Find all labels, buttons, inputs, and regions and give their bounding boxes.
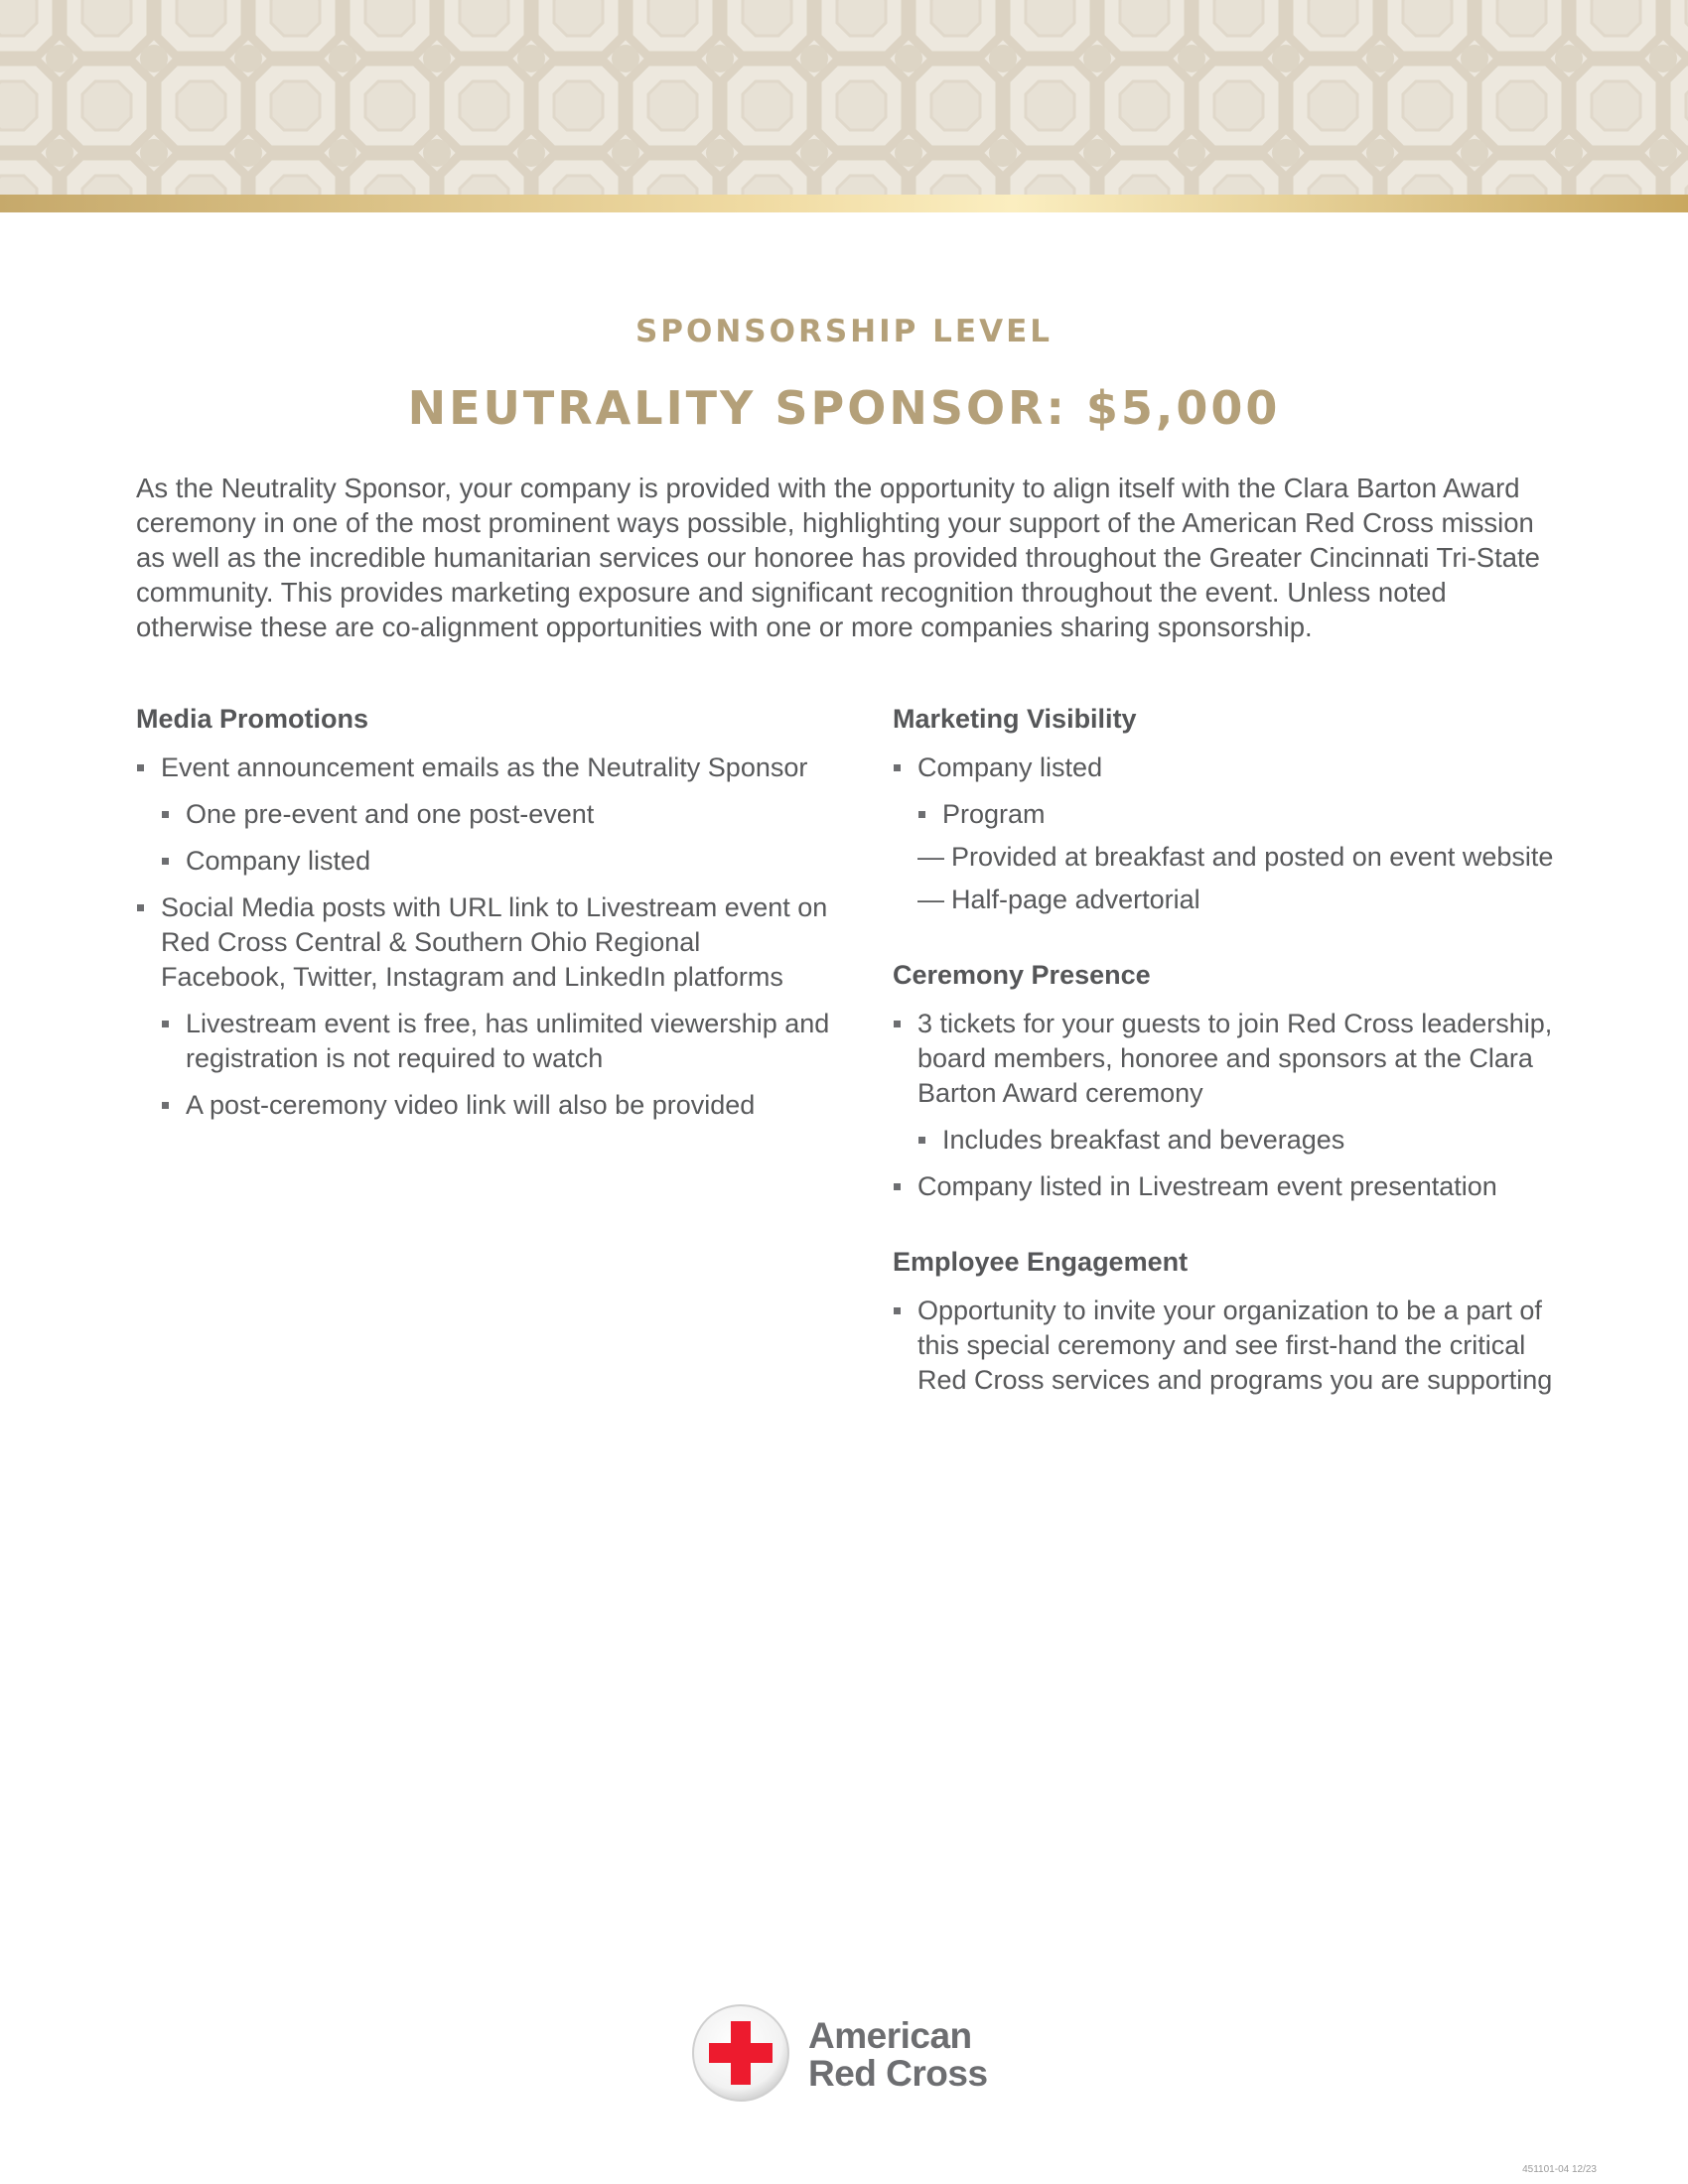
list-item: Social Media posts with URL link to Livestream event on Red Cross Central & Southern Ohio Regional Facebook, Twitter, Instagram and LinkedIn platforms (136, 890, 831, 995)
list-item: — Half-page advertorial (893, 883, 1558, 917)
media-promotions-section (136, 701, 831, 1123)
square-bullet-icon (918, 811, 925, 818)
list-item: Company listed in Livestream event presentation (893, 1169, 1558, 1204)
media-promotions-heading: Media Promotions (136, 704, 369, 734)
square-bullet-icon (162, 1021, 169, 1027)
square-bullet-icon (162, 858, 169, 865)
right-column (893, 701, 1558, 1437)
sponsor-level-title: NEUTRALITY SPONSOR: $5,000 (407, 381, 1281, 435)
list-item: Opportunity to invite your organization to be a part of this special ceremony and see first-hand the critical Red Cross services and programs you are supporting (893, 1294, 1558, 1398)
list-item: Company listed (893, 751, 1558, 785)
list-item: Program (893, 797, 1558, 832)
decorative-header-pattern (0, 0, 1688, 195)
logo-text-red-cross: Red Cross (808, 2053, 988, 2094)
dash-marker: — (917, 885, 944, 914)
ceremony-presence-heading: Ceremony Presence (893, 960, 1151, 990)
square-bullet-icon (918, 1137, 925, 1144)
dash-marker: — (917, 842, 944, 872)
list-item: Company listed (136, 844, 831, 879)
gold-divider-bar (0, 195, 1688, 212)
document-code: 451101-04 12/23 (1522, 2164, 1597, 2175)
square-bullet-icon (894, 1307, 901, 1314)
sponsorship-level-label: SPONSORSHIP LEVEL (634, 314, 1054, 349)
square-bullet-icon (162, 1102, 169, 1109)
square-bullet-icon (894, 1021, 901, 1027)
list-item: 3 tickets for your guests to join Red Cross leadership, board members, honoree and sponsors at the Clara Barton Award ceremony (893, 1007, 1558, 1111)
square-bullet-icon (137, 904, 144, 911)
red-cross-icon (689, 1999, 798, 2109)
marketing-visibility-heading: Marketing Visibility (893, 704, 1137, 734)
list-item: A post-ceremony video link will also be provided (136, 1088, 831, 1123)
intro-paragraph: As the Neutrality Sponsor, your company is provided with the opportunity to align itself with the Clara Barton Award ceremony in one of the most prominent ways possible, highlighting your support of the American Red Cross mission as well as the incredible humanitarian services our honoree has provided throughout the Greater Cincinnati Tri-State community. This provides marketing exposure and significant recognition throughout the event. Unless noted otherwise these are co-alignment opportunities with one or more companies sharing sponsorship. (136, 473, 1540, 642)
square-bullet-icon (894, 1183, 901, 1190)
american-red-cross-logo (689, 1999, 1017, 2109)
list-item: Livestream event is free, has unlimited viewership and registration is not required to watch (136, 1007, 831, 1076)
list-item: Includes breakfast and beverages (893, 1123, 1558, 1158)
logo-text-american: American (808, 2015, 972, 2056)
marketing-visibility-section (893, 701, 1558, 917)
square-bullet-icon (162, 811, 169, 818)
square-bullet-icon (137, 764, 144, 771)
employee-engagement-heading: Employee Engagement (893, 1247, 1189, 1277)
list-item: One pre-event and one post-event (136, 797, 831, 832)
employee-engagement-section (893, 1244, 1558, 1398)
ceremony-presence-section (893, 957, 1558, 1204)
square-bullet-icon (894, 764, 901, 771)
left-column (136, 701, 831, 1162)
list-item: — Provided at breakfast and posted on event website (893, 840, 1558, 875)
list-item: Event announcement emails as the Neutrality Sponsor (136, 751, 831, 785)
